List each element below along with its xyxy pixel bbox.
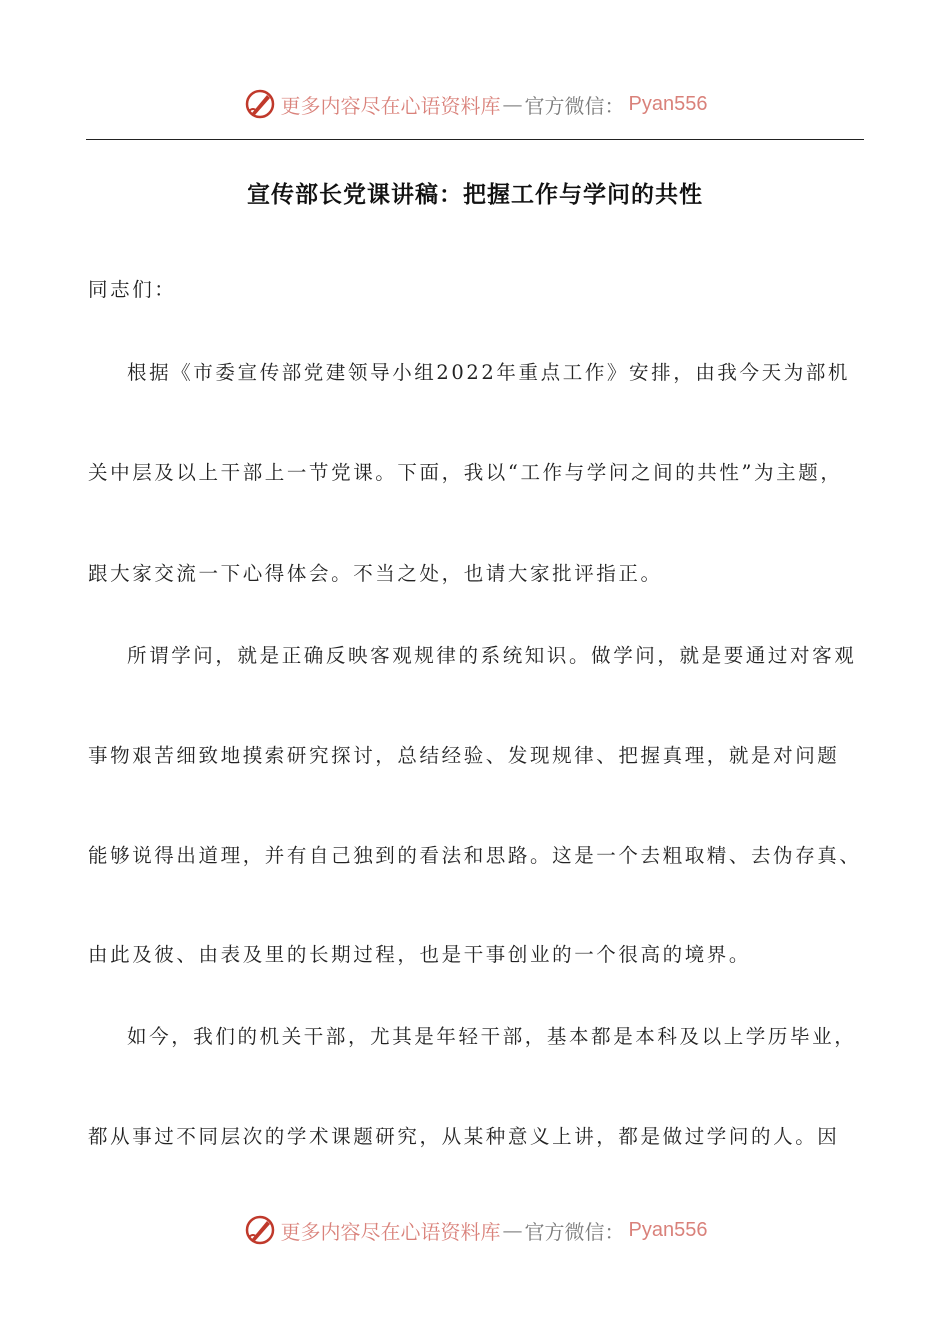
body-line: 关中层及以上干部上一节党课。下面，我以“工作与学问之间的共性”为主题，: [88, 461, 843, 484]
header-brand-text: 更多内容尽在心语资料库: [280, 93, 501, 118]
header-wechat-label: 官方微信：: [524, 93, 625, 118]
body-line: 根据《市委宣传部党建领导小组2022年重点工作》安排，由我今天为部机: [127, 361, 851, 384]
salutation: 同志们：: [88, 278, 177, 301]
footer-separator: —: [502, 1218, 523, 1242]
pen-logo-icon: [243, 87, 277, 121]
header-banner: [0, 84, 950, 124]
header-separator: —: [502, 92, 523, 116]
header-rule: [86, 139, 864, 140]
body-line: 都从事过不同层次的学术课题研究，从某种意义上讲，都是做过学问的人。因: [88, 1125, 840, 1148]
footer-wechat-label: 官方微信：: [524, 1219, 625, 1244]
footer-brand-text: 更多内容尽在心语资料库: [280, 1219, 501, 1244]
body-line: 跟大家交流一下心得体会。不当之处，也请大家批评指正。: [88, 562, 663, 585]
body-line: 由此及彼、由表及里的长期过程，也是干事创业的一个很高的境界。: [88, 943, 752, 966]
footer-banner: [0, 1210, 950, 1250]
pen-logo-icon: [243, 1213, 277, 1247]
document-title: 宣传部长党课讲稿：把握工作与学问的共性: [247, 182, 703, 208]
header-wechat-id: Pyan556: [628, 92, 708, 115]
body-line: 如今，我们的机关干部，尤其是年轻干部，基本都是本科及以上学历毕业，: [127, 1025, 857, 1048]
footer-wechat-id: Pyan556: [628, 1218, 708, 1241]
body-line: 所谓学问，就是正确反映客观规律的系统知识。做学问，就是要通过对客观: [127, 644, 857, 667]
body-line: 事物艰苦细致地摸索研究探讨，总结经验、发现规律、把握真理，就是对问题: [88, 744, 840, 767]
body-line: 能够说得出道理，并有自己独到的看法和思路。这是一个去粗取精、去伪存真、: [88, 844, 862, 867]
